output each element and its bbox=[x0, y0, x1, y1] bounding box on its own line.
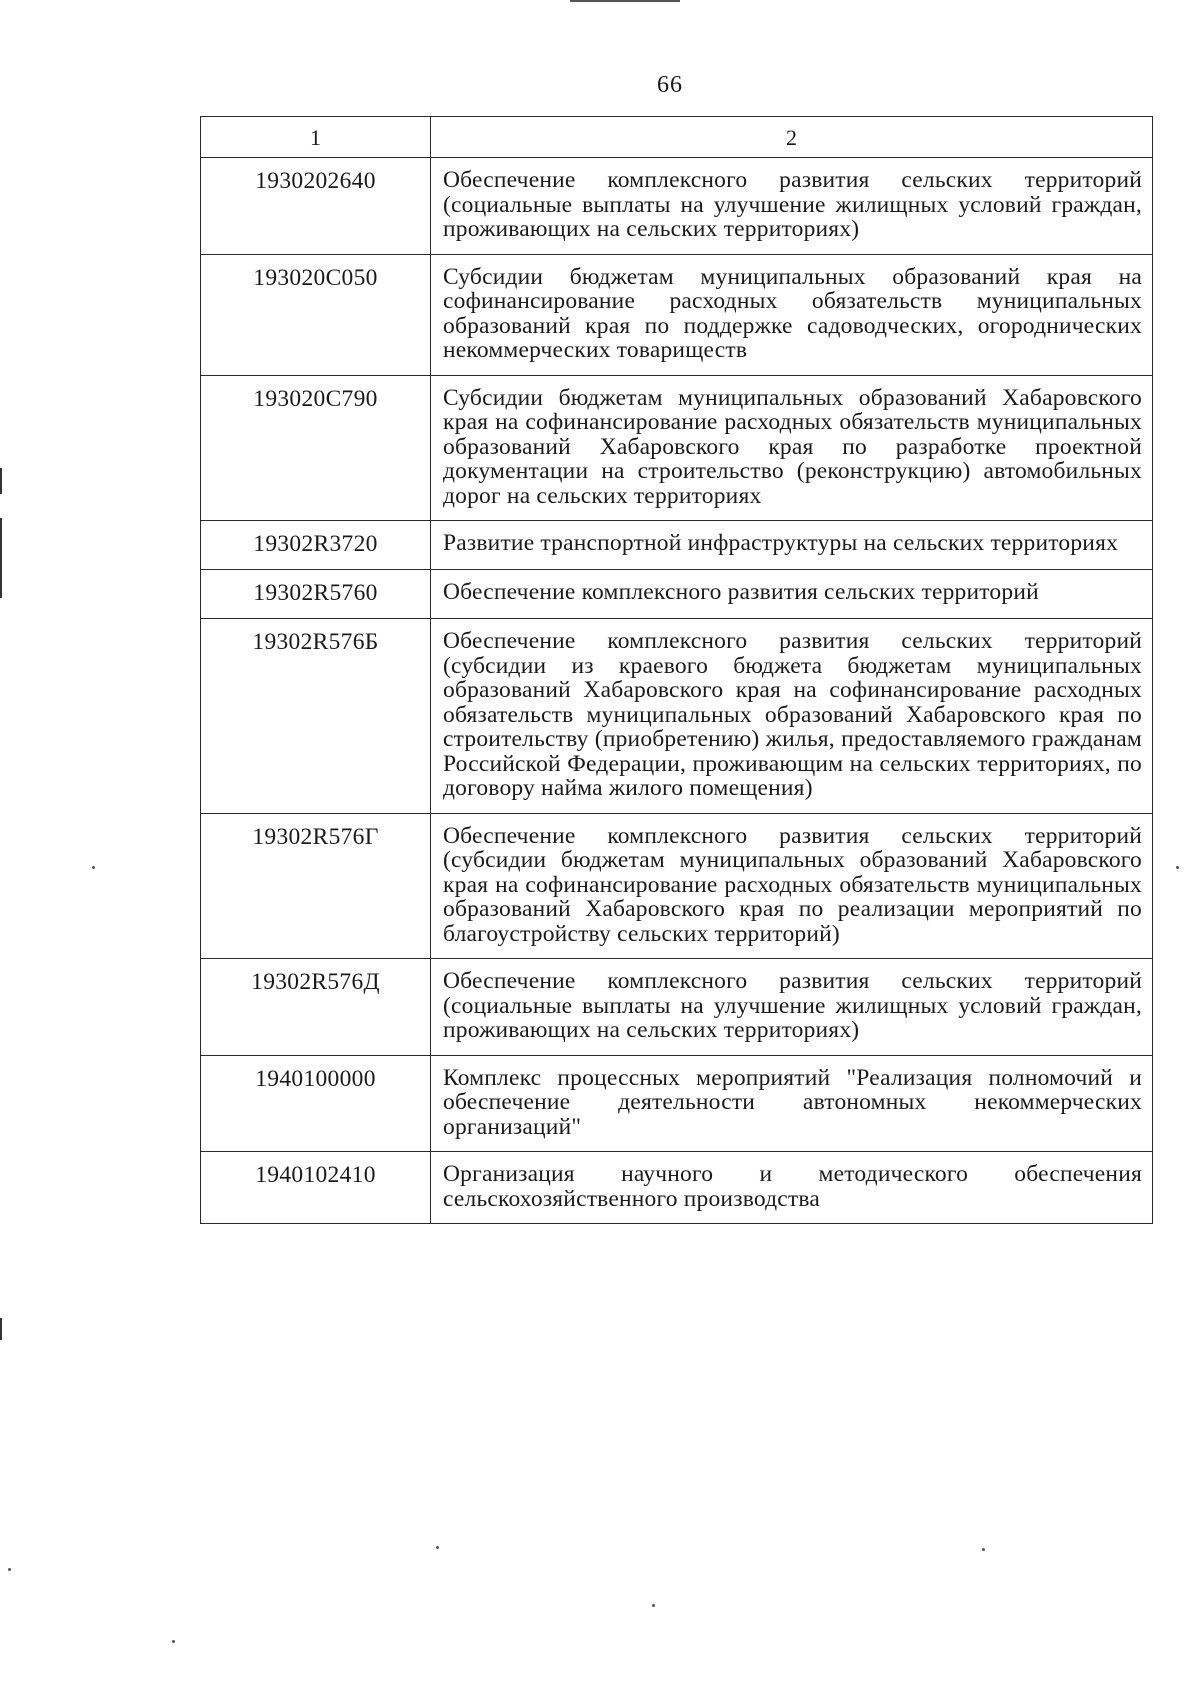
row-code: 193020С790 bbox=[201, 375, 431, 521]
scan-speck bbox=[172, 1640, 175, 1643]
table-row bbox=[201, 521, 1153, 570]
column-header-code: 1 bbox=[201, 117, 431, 158]
row-description: Обеспечение комплексного развития сельских территорий (социальные выплаты на улучшение жилищных условий граждан, проживающих на сельских территориях) bbox=[431, 158, 1153, 255]
table-row bbox=[201, 570, 1153, 619]
table-row bbox=[201, 1055, 1153, 1152]
row-description: Обеспечение комплексного развития сельских территорий (социальные выплаты на улучшение жилищных условий граждан, проживающих на сельских территориях) bbox=[431, 959, 1153, 1056]
top-edge-mark bbox=[570, 0, 680, 6]
scan-edge-mark bbox=[0, 468, 2, 494]
row-description: Обеспечение комплексного развития сельских территорий bbox=[431, 570, 1153, 619]
table-header-row bbox=[201, 117, 1153, 158]
scan-speck bbox=[1176, 866, 1179, 869]
table-row bbox=[201, 619, 1153, 814]
scan-speck bbox=[982, 1548, 985, 1551]
row-code: 193020С050 bbox=[201, 254, 431, 375]
row-description: Организация научного и методического обеспечения сельскохозяйственного производства bbox=[431, 1152, 1153, 1224]
scan-edge-mark bbox=[0, 518, 2, 598]
row-description: Субсидии бюджетам муниципальных образований Хабаровского края на софинансирование расходных обязательств муниципальных образований Хабаровского края по разработке проектной документации на строительство (реконструкцию) автомобильных дорог на сельских территориях bbox=[431, 375, 1153, 521]
table-row bbox=[201, 813, 1153, 959]
row-description: Комплекс процессных мероприятий "Реализация полномочий и обеспечение деятельности автономных некоммерческих организаций" bbox=[431, 1055, 1153, 1152]
table-row bbox=[201, 375, 1153, 521]
scan-edge-mark bbox=[0, 1318, 2, 1340]
row-code: 1930202640 bbox=[201, 158, 431, 255]
table-row bbox=[201, 158, 1153, 255]
row-code: 19302R576Г bbox=[201, 813, 431, 959]
scan-speck bbox=[92, 866, 95, 869]
row-description: Обеспечение комплексного развития сельских территорий (субсидии из краевого бюджета бюджетам муниципальных образований Хабаровского края на софинансирование расходных обязательств муниципальных образований Хабаровского края по строительству (приобретению) жилья, предоставляемого гражданам Российской Федерации, проживающим на сельских территориях, по договору найма жилого помещения) bbox=[431, 619, 1153, 814]
budget-codes-table bbox=[200, 116, 1153, 1224]
row-code: 19302R3720 bbox=[201, 521, 431, 570]
row-code: 19302R576Б bbox=[201, 619, 431, 814]
row-code: 1940102410 bbox=[201, 1152, 431, 1224]
scan-speck bbox=[436, 1546, 439, 1549]
row-description: Обеспечение комплексного развития сельских территорий (субсидии бюджетам муниципальных образований Хабаровского края на софинансирование расходных обязательств муниципальных образований Хабаровского края по реализации мероприятий по благоустройству сельских территорий) bbox=[431, 813, 1153, 959]
table-row bbox=[201, 959, 1153, 1056]
table-row bbox=[201, 254, 1153, 375]
row-description: Развитие транспортной инфраструктуры на сельских территориях bbox=[431, 521, 1153, 570]
row-code: 1940100000 bbox=[201, 1055, 431, 1152]
column-header-description: 2 bbox=[431, 117, 1153, 158]
row-description: Субсидии бюджетам муниципальных образований края на софинансирование расходных обязательств муниципальных образований края по поддержке садоводческих, огороднических некоммерческих товариществ bbox=[431, 254, 1153, 375]
row-code: 19302R576Д bbox=[201, 959, 431, 1056]
table-row bbox=[201, 1152, 1153, 1224]
scan-speck bbox=[8, 1568, 11, 1571]
page-number: 66 bbox=[657, 72, 683, 98]
row-code: 19302R5760 bbox=[201, 570, 431, 619]
scan-speck bbox=[652, 1604, 655, 1607]
